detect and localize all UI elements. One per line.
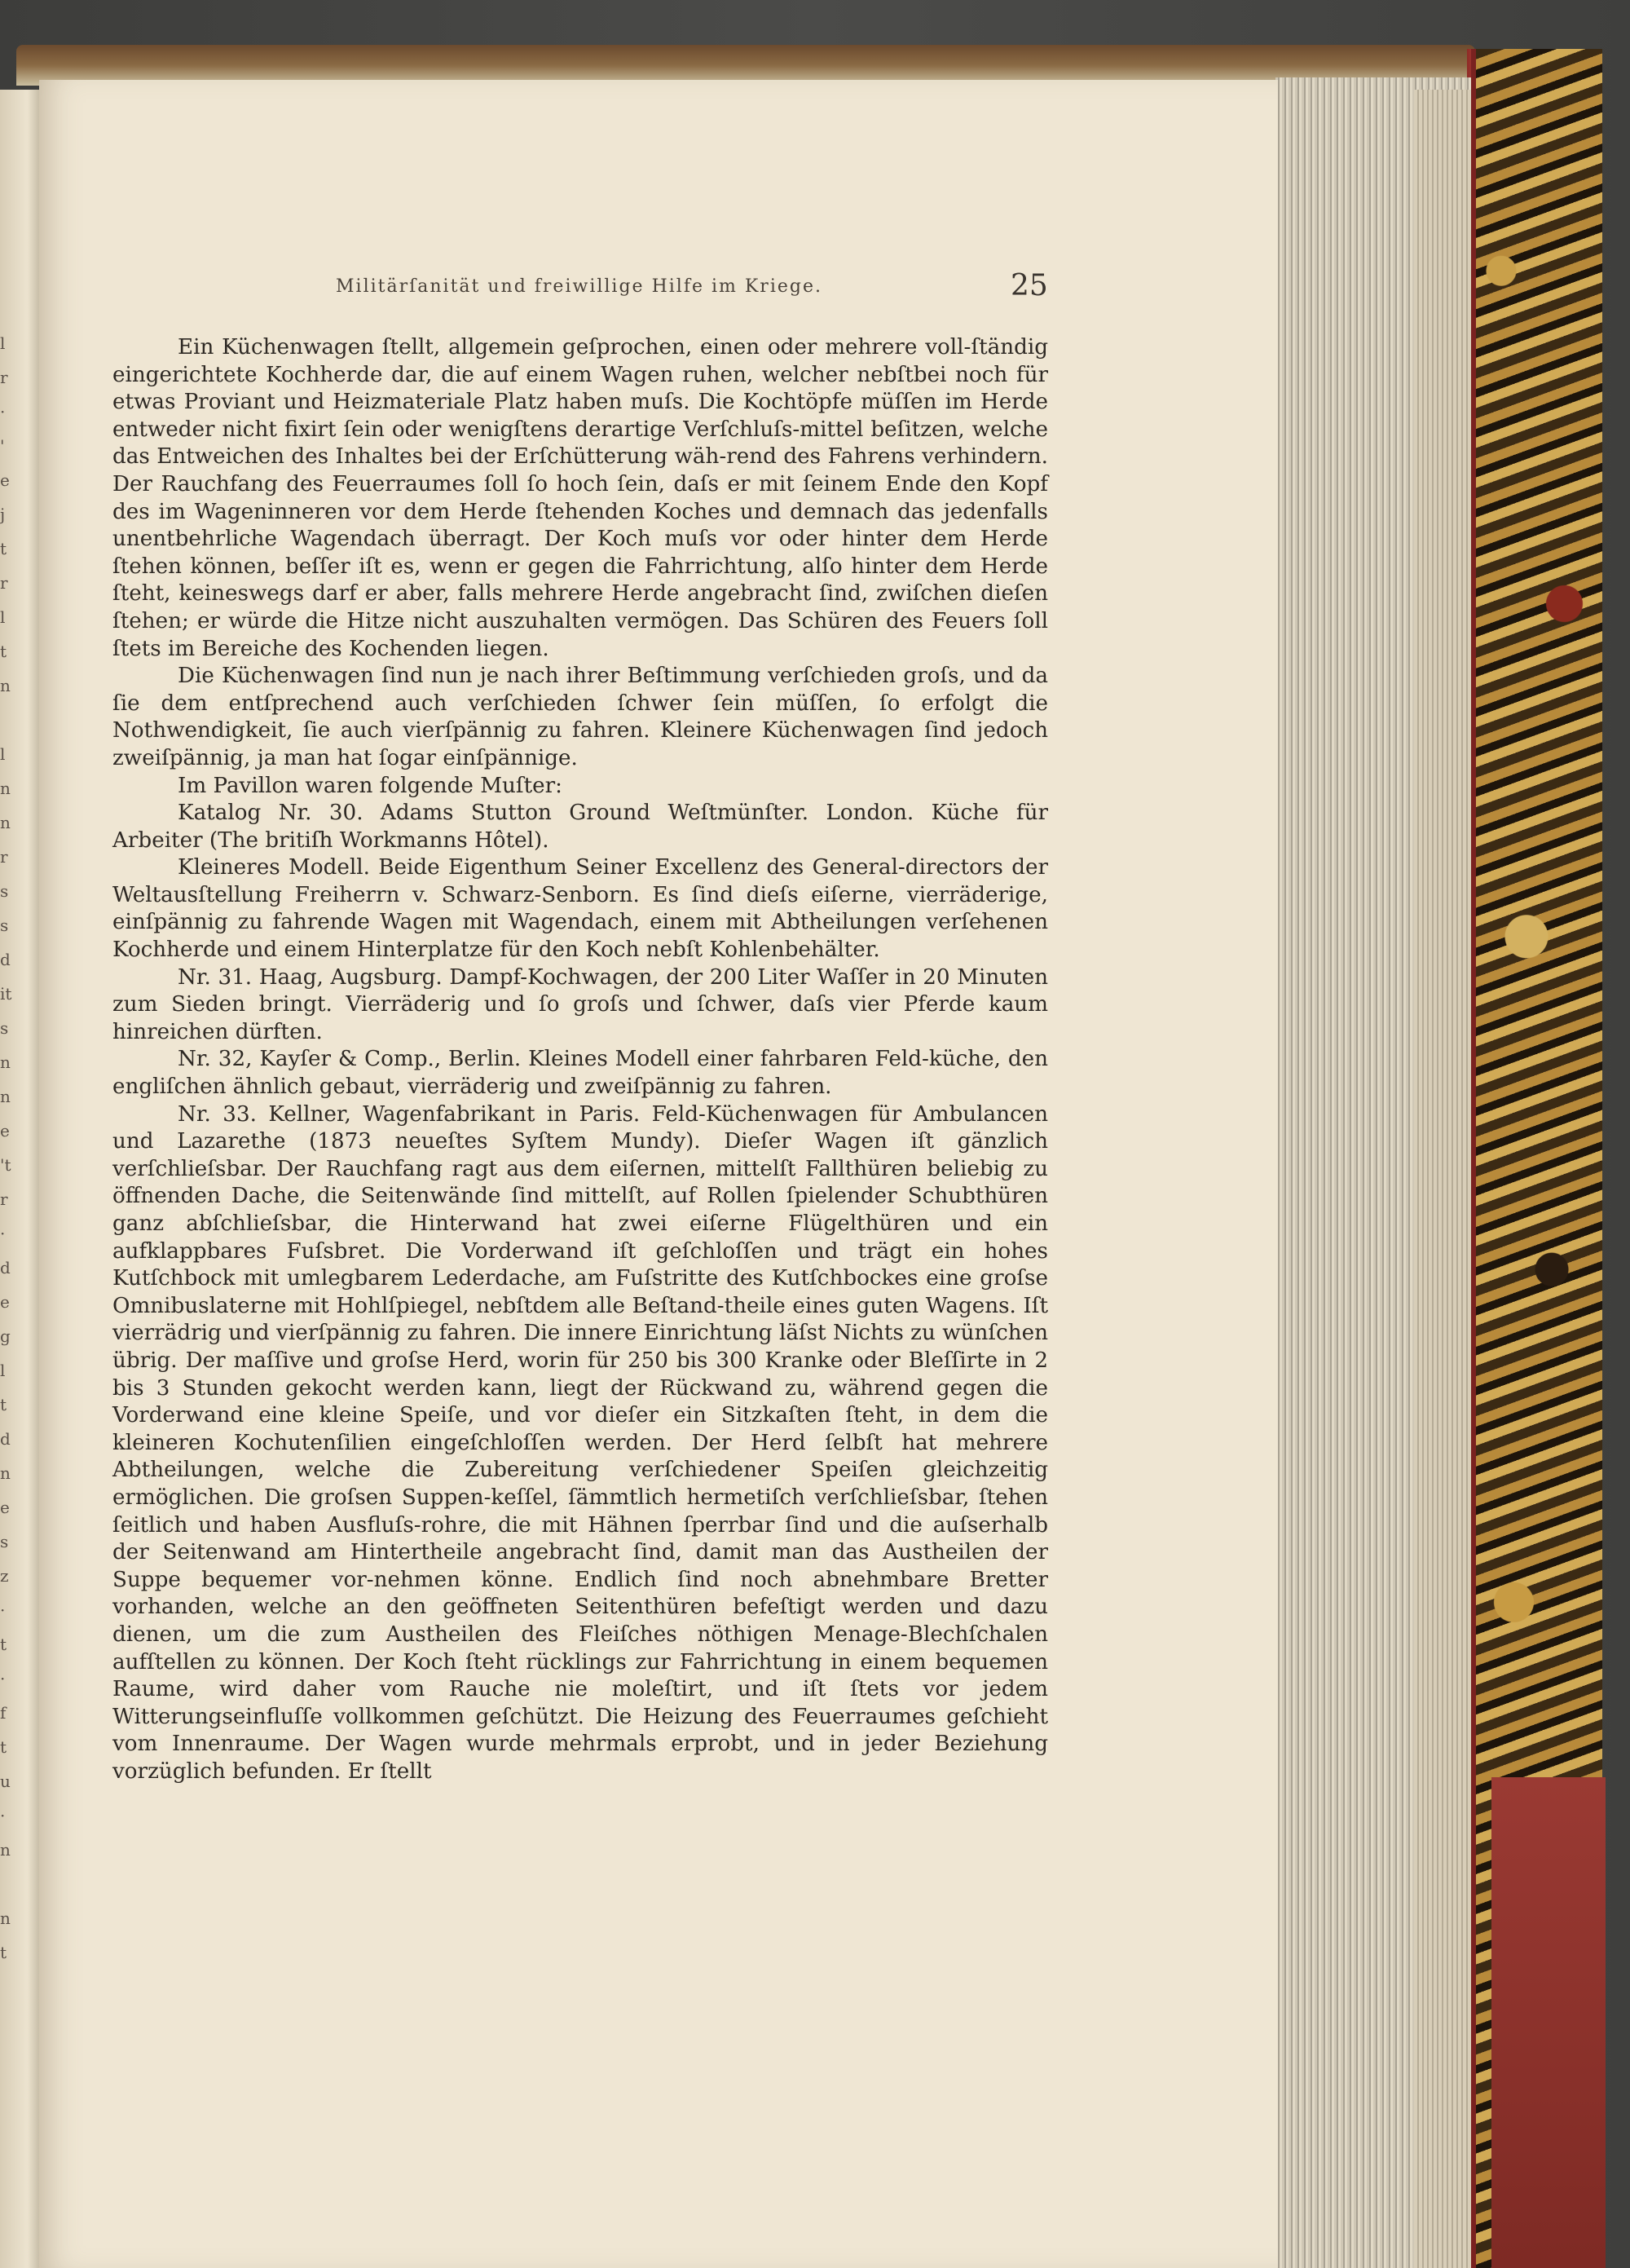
margin-letter: t xyxy=(0,1395,7,1414)
margin-letter: r xyxy=(0,368,8,387)
paragraph: Nr. 33. Kellner, Wagenfabrikant in Paris. Feld-Küchenwagen für Ambulancen und Lazarethe (1873 neueſtes Syſtem Mundy). Dieſer Wagen iſt gänzlich verſchlieſsbar. Der Rauchfang ragt aus dem eiſernen, mittelſt Fallthüren beliebig zu öffnenden Dache, die Seitenwände ſind mittelſt, auf Rollen ſpielender Schubthüren ganz abſchlieſsbar, die Hinterwand hat zwei eiſerne Flügelthüren und ein aufklappbares Fuſsbret. Die Vorderwand iſt geſchloſſen und trägt ein hohes Kutſchbock mit umlegbarem Lederdache, am Fuſstritte des Kutſchbockes eine groſse Omnibuslaterne mit Hohlſpiegel, nebſtdem alle Beſtand-theile eines guten Wagens. Iſt vierrädrig und vierſpännig zu fahren. Die innere Einrichtung läſst Nichts zu wünſchen übrig. Der maſſive und groſse Herd, worin für 250 bis 300 Kranke oder Bleſſirte in 2 bis 3 Stunden gekocht werden kann, liegt der Rückwand zu, während gegen die Vorderwand eine kleine Speiſe, und vor dieſer ein Sitzkaſten ſteht, in dem die kleineren Kochutenſilien eingeſchloſſen werden. Der Herd ſelbſt hat mehrere Abtheilungen, welche die Zubereitung verſchiedener Speiſen gleichzeitig ermöglichen. Die groſsen Suppen-keſſel, ſämmtlich hermetiſch verſchlieſsbar, ſtehen ſeitlich und haben Ausfluſs-rohre, die mit Hähnen ſperrbar ſind und die auſserhalb der Seitenwand am Hintertheile angebracht ſind, damit man das Austheilen der Suppe bequemer vor-nehmen könne. Endlich ſind noch abnehmbare Bretter vorhanden, welche an den geöffneten Seitenthüren befeſtigt werden und dazu dienen, um die zum Austheilen des Fleiſches nöthigen Menage-Blechſchalen aufſtellen zu können. Der Koch ſteht rücklings zur Fahrrichtung in einem bequemen Raume, wird daher vom Rauche nie moleſtirt, und iſt ſtets vor jedem Witterungseinfluſſe vollkommen geſchützt. Die Heizung des Feuerraumes geſchieht vom Innenraume. Der Wagen wurde mehrmals erprobt, und in jeder Beziehung vorzüglich befunden. Er ſtellt xyxy=(112,1101,1048,1784)
margin-letter: n xyxy=(0,1052,11,1072)
margin-letter: d xyxy=(0,950,11,969)
margin-letter: j xyxy=(0,505,6,524)
facing-page-fragments xyxy=(0,326,24,1970)
margin-letter: t xyxy=(0,1737,7,1757)
margin-letter: z xyxy=(0,1566,9,1586)
margin-letter: · xyxy=(0,402,6,421)
margin-letter: ' xyxy=(0,436,5,456)
paragraph: Ein Küchenwagen ſtellt, allgemein geſprochen, einen oder mehrere voll-ſtändig eingerichtete Kochherde dar, die auf einem Wagen ruhen, welcher nebſtbei noch für etwas Proviant und Heizmateriale Platz haben muſs. Die Kochtöpfe müſſen im Herde entweder nicht fixirt ſein oder wenigſtens derartige Verſchluſs-mittel beſitzen, welche das Entweichen des Inhaltes bei der Erſchütterung wäh-rend des Fahrens verhindern. Der Rauchfang des Feuerraumes ſoll ſo hoch ſein, daſs er mit ſeinem Ende den Kopf des im Wageninneren vor dem Herde ſtehenden Koches und demnach das jedenfalls unentbehrliche Wagendach überragt. Der Koch muſs vor oder hinter dem Herde ſtehen können, beſſer iſt es, wenn er gegen die Fahrrichtung, alſo hinter dem Herde ſteht, keineswegs darf er aber, falls mehrere Herde angebracht ſind, zwiſchen dieſen ſtehen; er würde die Hitze nicht auszuhalten vermögen. Das Schüren des Feuers ſoll ſtets im Bereiche des Kochenden liegen. xyxy=(112,335,1048,661)
margin-letter: e xyxy=(0,1498,10,1517)
book-corner-leather xyxy=(1491,1777,1606,2268)
margin-letter: s xyxy=(0,916,9,935)
margin-letter: n xyxy=(0,779,11,798)
body-text xyxy=(112,334,1048,1785)
margin-letter: t xyxy=(0,642,7,661)
margin-letter: n xyxy=(0,813,11,832)
margin-letter xyxy=(0,703,24,737)
margin-letter: t xyxy=(0,539,7,558)
margin-letter: g xyxy=(0,1326,11,1346)
paragraph: Kleineres Modell. Beide Eigenthum Seiner Excellenz des General-directors der Weltausſtellung Freiherrn v. Schwarz-Senborn. Es ſind dieſs eiſerne, vierräderige, einſpännig zu fahrende Wagen mit Wagendach, einem mit Abtheilungen verſehenen Kochherde und einem Hinterplatze für den Koch nebſt Kohlenbehälter. xyxy=(112,855,1048,963)
page-fore-edge-inner xyxy=(1414,90,1471,2268)
margin-letter: t xyxy=(0,1943,7,1962)
margin-letter: · xyxy=(0,1669,6,1688)
margin-letter: n xyxy=(0,1908,11,1928)
margin-letter: s xyxy=(0,1532,9,1551)
running-head: Militärſanität und freiwillige Hilfe im Kriege. xyxy=(336,276,822,297)
margin-letter: e xyxy=(0,470,10,490)
margin-letter: r xyxy=(0,1189,8,1209)
margin-letter: 't xyxy=(0,1155,11,1175)
margin-letter: l xyxy=(0,744,6,764)
paragraph: Im Pavillon waren folgende Muſter: xyxy=(178,773,562,798)
margin-letter: it xyxy=(0,984,12,1004)
page-number: 25 xyxy=(1011,269,1048,302)
paragraph: Katalog Nr. 30. Adams Stutton Ground Weſtmünſter. London. Küche für Arbeiter (The britiſh Workmanns Hôtel). xyxy=(112,801,1048,853)
margin-letter: r xyxy=(0,847,8,867)
margin-letter: · xyxy=(0,1600,6,1620)
margin-letter: e xyxy=(0,1121,10,1141)
margin-letter: u xyxy=(0,1772,11,1791)
margin-letter: s xyxy=(0,881,9,901)
margin-letter xyxy=(0,1867,24,1901)
margin-letter: f xyxy=(0,1703,7,1723)
margin-letter: l xyxy=(0,1361,6,1380)
margin-letter: r xyxy=(0,573,8,593)
margin-letter: · xyxy=(0,1224,6,1243)
margin-letter: e xyxy=(0,1292,10,1312)
margin-letter: n xyxy=(0,1840,11,1860)
paragraph: Nr. 32, Kayſer & Comp., Berlin. Kleines Modell einer fahrbaren Feld-küche, den engliſchen ähnlich gebaut, vierräderig und zweiſpännig zu fahren. xyxy=(112,1047,1048,1100)
margin-letter: s xyxy=(0,1018,9,1038)
margin-letter: · xyxy=(0,1806,6,1825)
margin-letter: l xyxy=(0,607,6,627)
margin-letter: n xyxy=(0,676,11,695)
paragraph: Nr. 31. Haag, Augsburg. Dampf-Kochwagen, der 200 Liter Waſſer in 20 Minuten zum Sieden bringt. Vierräderig und ſo groſs und ſchwer, daſs vier Pferde kaum hinreichen dürften. xyxy=(112,964,1048,1044)
margin-letter: d xyxy=(0,1258,11,1277)
margin-letter: l xyxy=(0,333,6,353)
margin-letter: n xyxy=(0,1463,11,1483)
margin-letter: t xyxy=(0,1635,7,1654)
margin-letter: d xyxy=(0,1429,11,1449)
margin-letter: n xyxy=(0,1087,11,1106)
paragraph: Die Küchenwagen ſind nun je nach ihrer Beſtimmung verſchieden groſs, und da ſie dem entſprechend auch verſchieden ſchwer ſein müſſen, ſo erfolgt die Nothwendigkeit, ſie auch vierſpännig zu fahren. Kleinere Küchenwagen ſind jedoch zweiſpännig, ja man hat ſogar einſpännige. xyxy=(112,664,1048,770)
